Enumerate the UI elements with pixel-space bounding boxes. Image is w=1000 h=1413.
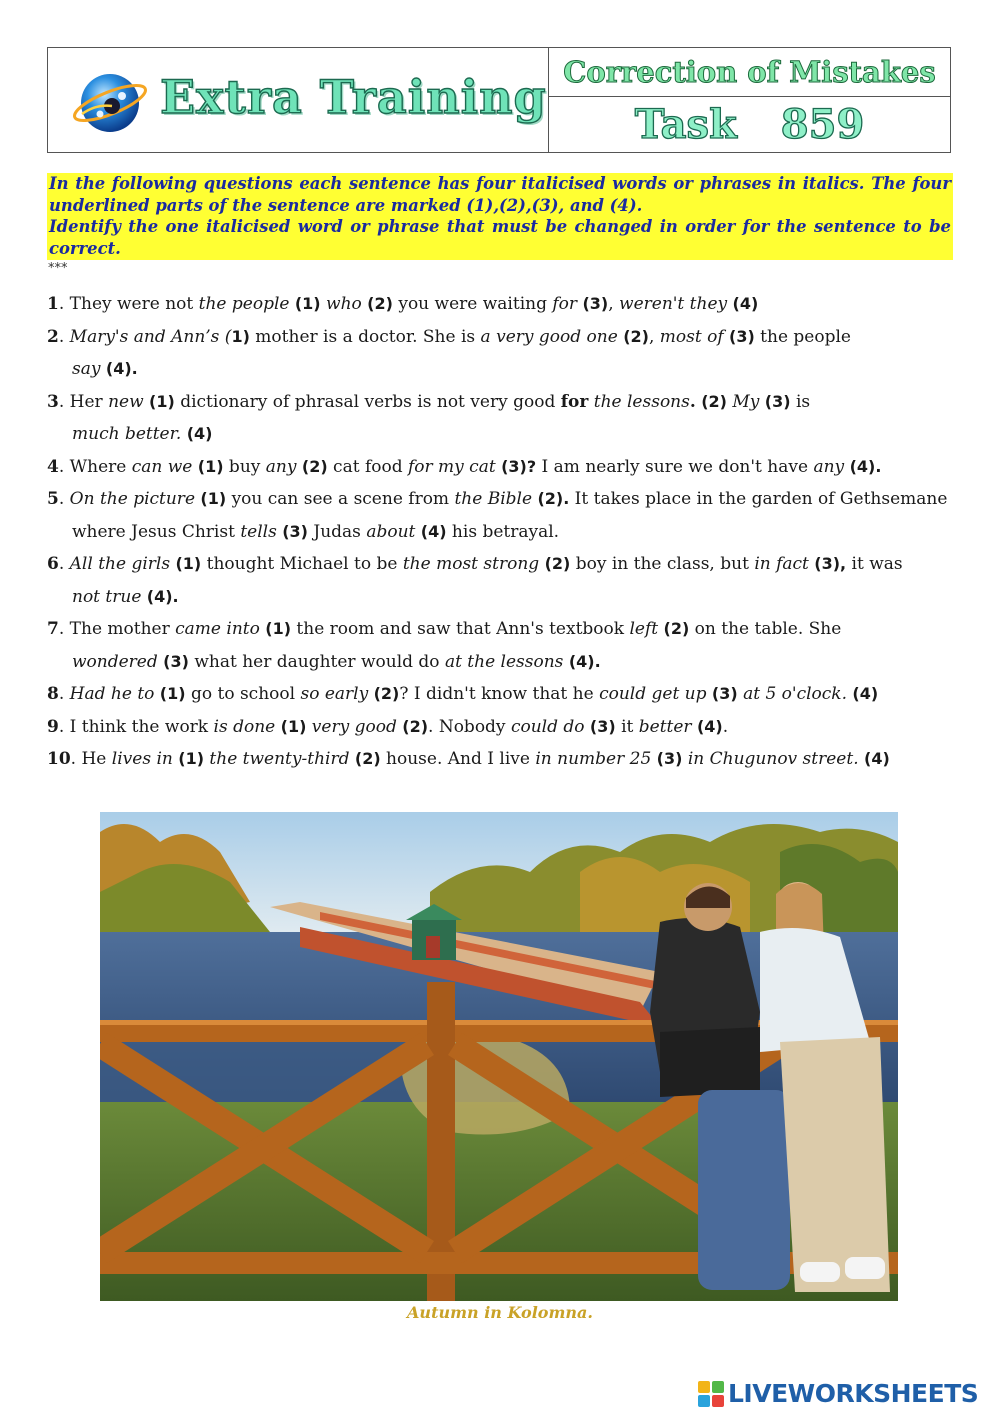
option-4[interactable]: much better.	[72, 424, 182, 444]
question-6	[47, 548, 952, 613]
liveworksheets-logo[interactable]	[698, 1379, 978, 1408]
marker: (3)	[711, 684, 738, 703]
text: you were waiting	[392, 294, 553, 314]
marker: (1)	[265, 619, 292, 638]
text: . He	[70, 749, 112, 769]
option-2[interactable]: the Bible	[454, 489, 533, 509]
option-3[interactable]: My	[732, 391, 760, 412]
marker: (3)?	[501, 456, 537, 476]
marker: 1)	[231, 326, 250, 346]
text: . Where	[58, 456, 132, 477]
header-box	[47, 47, 951, 153]
marker: (1)	[294, 294, 321, 313]
text: dictionary of phrasal verbs is not very good	[174, 391, 561, 412]
marker: (2)	[354, 749, 381, 768]
liveworksheets-grid-icon	[698, 1381, 724, 1407]
instructions-line-1: In the following questions each sentence has four italicised words or phrases in italics. The four underlined parts of the sentence are marked (1),(2),(3), and (4).	[49, 174, 951, 215]
question-6-cont	[47, 581, 952, 614]
text: go to school	[185, 684, 301, 704]
marker: (4).	[849, 456, 882, 476]
task-label: Task	[634, 101, 737, 148]
marker: (2)	[402, 716, 429, 736]
liveworksheets-text: LIVEWORKSHEETS	[728, 1379, 979, 1408]
marker: (1)	[197, 456, 224, 476]
text: . They were not	[58, 294, 199, 314]
text: ,	[608, 294, 620, 314]
option-1[interactable]: is done	[213, 716, 276, 737]
text: cat food	[327, 456, 408, 477]
marker: (4)	[864, 749, 890, 768]
photo-illustration	[100, 812, 898, 1301]
text: his betrayal.	[446, 521, 560, 542]
instructions-box	[47, 173, 953, 260]
question-5	[47, 483, 952, 548]
option-3[interactable]: in number 25	[535, 749, 652, 769]
autumn-photo	[100, 812, 898, 1301]
option-4[interactable]: better	[638, 716, 692, 737]
option-2[interactable]: a very good one	[480, 326, 618, 347]
marker: (2)	[367, 294, 393, 313]
option-2[interactable]: the most strong	[402, 554, 540, 574]
text: .	[58, 684, 70, 704]
option-3[interactable]: wondered	[72, 651, 158, 672]
marker: (4)	[732, 294, 759, 313]
option-4[interactable]: any	[813, 456, 845, 477]
question-number: 1	[47, 294, 59, 314]
text: thought Michael to be	[201, 554, 403, 574]
header-brand-cell	[48, 48, 549, 152]
question-5-cont	[47, 516, 952, 549]
text: . Her	[58, 391, 109, 412]
separator-stars: ***	[48, 261, 68, 276]
text: . Nobody	[428, 716, 511, 737]
option-3[interactable]: for	[552, 294, 578, 314]
text: the people	[754, 326, 851, 347]
option-3[interactable]: for my cat	[408, 456, 496, 477]
question-list	[47, 288, 952, 776]
marker: (2).	[537, 489, 570, 508]
option-4[interactable]: about	[366, 521, 416, 542]
option-4[interactable]: at 5 o'clock.	[743, 684, 848, 704]
globe-logo-icon	[70, 66, 148, 136]
marker: (4)	[696, 716, 723, 736]
option-2[interactable]: any	[265, 456, 297, 477]
photo-caption: Autumn in Kolomna.	[407, 1303, 593, 1322]
marker: (4)	[852, 684, 879, 703]
option-1[interactable]: All the girls	[69, 554, 171, 574]
option-4[interactable]: at the lessons	[444, 651, 564, 672]
option-1[interactable]: Had he to	[69, 684, 155, 704]
text: .	[58, 489, 70, 509]
marker: (3),	[814, 554, 847, 573]
option-1[interactable]: Mary's and Ann’s (	[69, 326, 232, 347]
marker: (3)	[729, 326, 755, 346]
option-4[interactable]: weren't they	[619, 294, 728, 314]
text: ,	[648, 326, 660, 347]
brand-title: Extra Training	[160, 70, 547, 124]
option-3[interactable]: in fact	[754, 554, 809, 574]
marker: (4).	[568, 651, 601, 671]
marker: (4).	[105, 359, 138, 378]
marker: (4)	[186, 424, 213, 443]
marker: (3)	[582, 294, 609, 313]
text: ? I didn't know that he	[399, 684, 600, 704]
option-4[interactable]: not true	[72, 586, 142, 607]
option-4[interactable]: say	[72, 359, 101, 379]
question-2	[47, 321, 952, 386]
marker: (1)	[149, 391, 175, 411]
option-1[interactable]: came into	[175, 619, 260, 639]
task-title	[549, 97, 950, 152]
text: what her daughter would do	[188, 651, 445, 672]
marker: (2)	[544, 554, 571, 573]
marker: (4)	[420, 521, 447, 541]
option-3[interactable]: tells	[240, 521, 277, 542]
question-1	[47, 288, 952, 321]
question-10	[47, 743, 952, 776]
question-number: 4	[47, 456, 59, 477]
marker: (3)	[282, 521, 308, 541]
option-1[interactable]: lives in	[111, 749, 173, 769]
text: It takes place in the garden of Gethsemane	[569, 489, 948, 509]
text: .	[58, 326, 70, 347]
text: is	[790, 391, 811, 412]
header-task-cell	[549, 48, 950, 152]
option-2[interactable]: the twenty-third	[209, 749, 350, 769]
marker: (2)	[373, 684, 400, 703]
marker: (3)	[589, 716, 616, 736]
option-2[interactable]: so early	[300, 684, 369, 704]
text: . The mother	[58, 619, 176, 639]
question-number: 6	[47, 554, 59, 574]
marker: (4).	[146, 586, 179, 606]
instructions-line-2: Identify the one italicised word or phrase that must be changed in order for the sentence to be correct.	[49, 217, 951, 258]
option-1[interactable]: the people	[198, 294, 290, 314]
option-1[interactable]: new	[108, 391, 144, 412]
option-2[interactable]: who	[320, 294, 362, 314]
marker: (3)	[656, 749, 683, 768]
text: house. And I live	[380, 749, 536, 769]
marker: (1)	[200, 489, 227, 508]
question-9	[47, 711, 952, 744]
marker: (1)	[159, 684, 186, 703]
option-2[interactable]: very good	[311, 716, 397, 737]
question-number: 3	[47, 391, 59, 412]
task-number: 859	[780, 101, 865, 148]
text: where Jesus Christ	[72, 521, 241, 542]
option-1[interactable]: On the picture	[69, 489, 195, 509]
question-3-cont	[47, 418, 952, 451]
text: buy	[223, 456, 266, 477]
marker: (1)	[175, 554, 202, 573]
text: I am nearly sure we don't have	[536, 456, 814, 477]
question-number: 7	[47, 619, 59, 639]
marker: (1)	[178, 749, 205, 768]
question-7-cont	[47, 646, 952, 679]
marker: (2)	[301, 456, 328, 476]
text: .	[689, 391, 696, 412]
marker: (3)	[764, 391, 791, 411]
question-number: 2	[47, 326, 59, 347]
option-3[interactable]: could do	[510, 716, 585, 737]
option-2[interactable]: the lessons	[593, 391, 690, 412]
marker: (2)	[663, 619, 690, 638]
marker: (3)	[163, 651, 189, 671]
text: it	[615, 716, 639, 737]
bold-word: for	[560, 391, 589, 412]
text: the room and saw that Ann's textbook	[291, 619, 630, 639]
option-2[interactable]: left	[629, 619, 659, 639]
question-7	[47, 613, 952, 678]
question-number: 8	[47, 684, 59, 704]
question-number: 9	[47, 716, 59, 737]
option-3[interactable]: most of	[659, 326, 724, 347]
text: boy in the class, but	[570, 554, 755, 574]
marker: (1)	[280, 716, 307, 736]
question-number: 10	[47, 749, 71, 769]
text: mother is a doctor. She is	[249, 326, 481, 347]
text: .	[722, 716, 729, 737]
text: .	[58, 554, 70, 574]
category-title: Correction of Mistakes	[549, 48, 950, 97]
question-2-cont	[47, 353, 952, 386]
text: . I think the work	[58, 716, 214, 737]
option-4[interactable]: in Chugunov street.	[687, 749, 859, 769]
question-number: 5	[47, 489, 59, 509]
text: you can see a scene from	[226, 489, 455, 509]
marker: (2)	[701, 391, 727, 411]
question-4	[47, 451, 952, 484]
question-8	[47, 678, 952, 711]
text: Judas	[307, 521, 367, 542]
option-3[interactable]: could get up	[599, 684, 707, 704]
marker: (2)	[623, 326, 649, 346]
text: it was	[846, 554, 903, 574]
text: on the table. She	[689, 619, 842, 639]
question-3	[47, 386, 952, 451]
option-1[interactable]: can we	[131, 456, 193, 477]
